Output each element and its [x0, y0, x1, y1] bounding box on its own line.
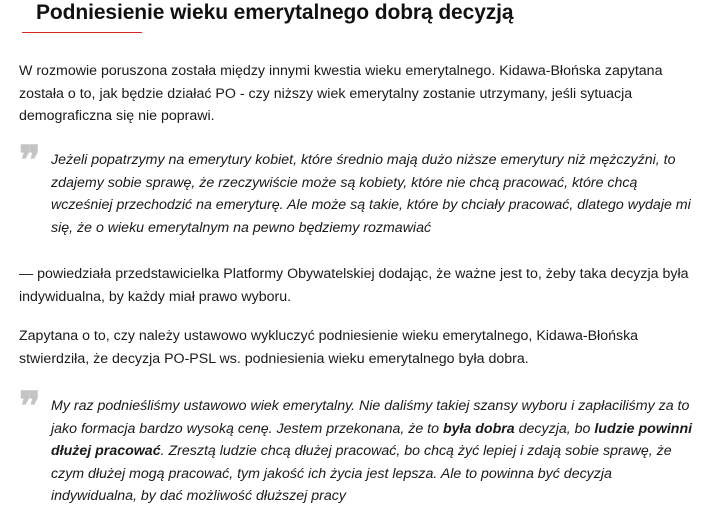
quote-text-2: [19, 395, 694, 508]
paragraph-question: Zapytana o to, czy należy ustawowo wykluczyć podniesienie wieku emerytalnego, Kidawa-Błońska stwierdziła, że decyzja PO-PSL ws. podniesienia wieku emerytalnego była dobra.: [19, 328, 639, 367]
quote-icon: ❞: [19, 137, 41, 184]
quote-2-part-1: My raz podnieśliśmy ustawowo wiek emerytalny. Nie daliśmy takiej szansy wyboru i zapłaciliśmy za to jako formacja bardzo wysoką cenę. Jestem przekonana, że to: [51, 398, 690, 437]
section-title: Podniesienie wieku emerytalnego dobrą decyzją: [36, 1, 514, 24]
quote-icon: ❞: [19, 383, 41, 430]
quote-2-bold-1: była dobra: [442, 420, 515, 437]
paragraph-intro: W rozmowie poruszona została między innymi kwestia wieku emerytalnego. Kidawa-Błońska zapytana została o to, jak będzie działać PO - czy niższy wiek emerytalny zostanie utrzymany, jeśli sytuacja demograficzna się nie poprawi.: [19, 63, 663, 124]
quote-2-bold-2: ludzie powinni dłużej pracować: [51, 420, 693, 460]
quote-2-part-2: decyzja, bo: [514, 420, 595, 437]
section-heading: [22, 0, 702, 26]
blockquote-2: [19, 383, 694, 508]
paragraph-attribution: — powiedziała przedstawicielka Platformy Obywatelskiej dodając, że ważne jest to, żeby taka decyzja była indywidualna, by każdy miał prawo wyboru.: [19, 266, 689, 305]
quote-text-1: Jeżeli popatrzymy na emerytury kobiet, które średnio mają dużo niższe emerytury niż mężczyźni, to zdajemy sobie sprawę, że rzeczywiście może są kobiety, które nie chcą pracować, które chcą wcześniej przechodzić na emeryturę. Ale może są takie, które by chciały pracować, dlatego wydaje mi się, że o wieku emerytalnym na pewno będziemy rozmawiać: [51, 152, 691, 236]
blockquote-1: [19, 137, 694, 239]
quote-2-part-3: . Zresztą ludzie chcą dłużej pracować, bo chcą żyć lepiej i zdają sobie sprawę, że czym dłużej mogą pracować, tym jakość ich życia jest lepsza. Ale to powinna być decyzja indywidualna, by dać możliwość dłuższej pracy: [51, 443, 672, 505]
heading-accent-rule: [22, 32, 142, 33]
